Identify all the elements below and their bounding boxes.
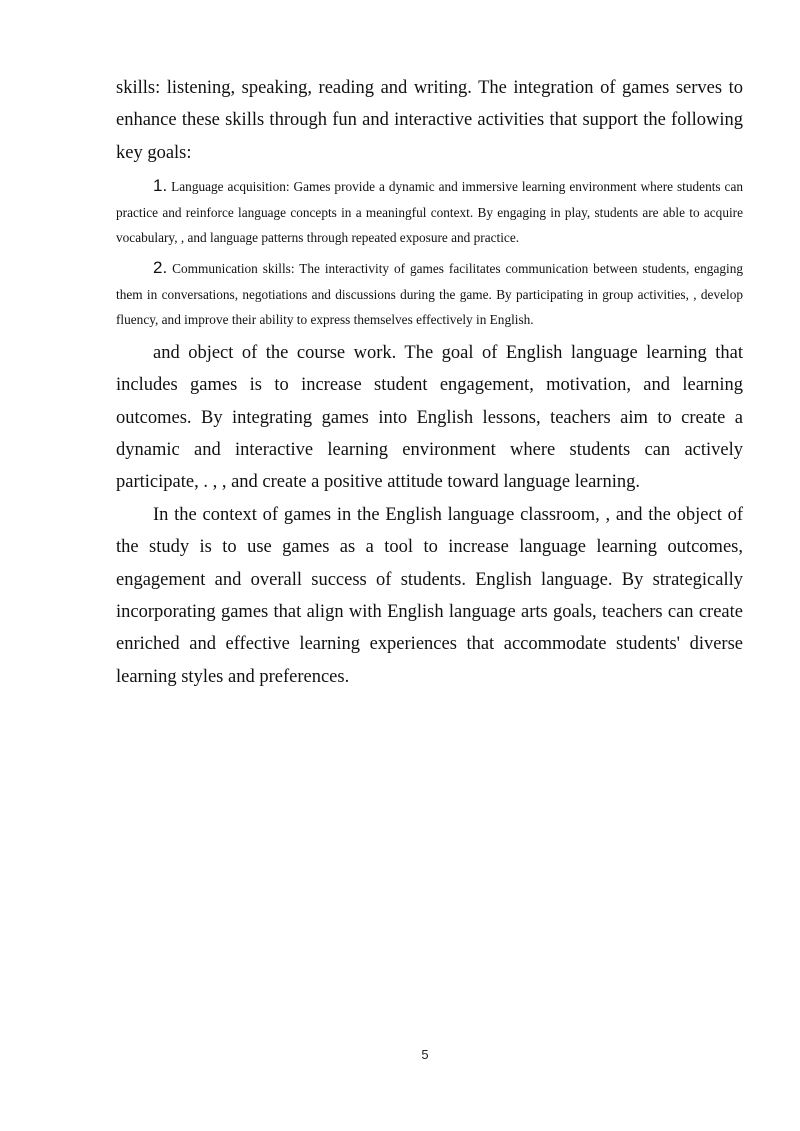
- list-item-text: Language acquisition: Games provide a dynamic and immersive learning environment where students can practice and reinforce language concepts in a meaningful context. By engaging in play, students are able to acquire vocabulary, , and language patterns through repeated exposure and practice.: [116, 179, 744, 246]
- list-item-number: 2.: [153, 258, 168, 277]
- document-page: [116, 72, 743, 693]
- intro-paragraph: skills: listening, speaking, reading and writing. The integration of games serves to enhance these skills through fun and interactive activities that support the following key goals:: [116, 78, 743, 163]
- page-number: 5: [421, 1047, 429, 1062]
- list-item-text: Communication skills: The interactivity of games facilitates communication between students, engaging them in conversations, negotiations and discussions during the game. By participating in group activities, , develop fluency, and improve their ability to express themselves effectively in English.: [116, 261, 743, 328]
- goals-list: [116, 173, 743, 333]
- list-item-number: 1.: [153, 176, 168, 196]
- context-paragraph: In the context of games in the English language classroom, , and the object of the study is to use games as a tool to increase language learning outcomes, engagement and overall success of students. English language. By strategically incorporating games that align with English language arts goals, teachers can create enriched and effective learning experiences that accommodate students' diverse learning styles and preferences.: [116, 504, 743, 687]
- object-paragraph: and object of the course work. The goal of English language learning that includes games is to increase student engagement, motivation, and learning outcomes. By integrating games into English lessons, teachers aim to create a dynamic and interactive learning environment where students can actively participate, . , , and create a positive attitude toward language learning.: [116, 342, 743, 493]
- list-item: [116, 173, 743, 251]
- list-item: [116, 255, 743, 333]
